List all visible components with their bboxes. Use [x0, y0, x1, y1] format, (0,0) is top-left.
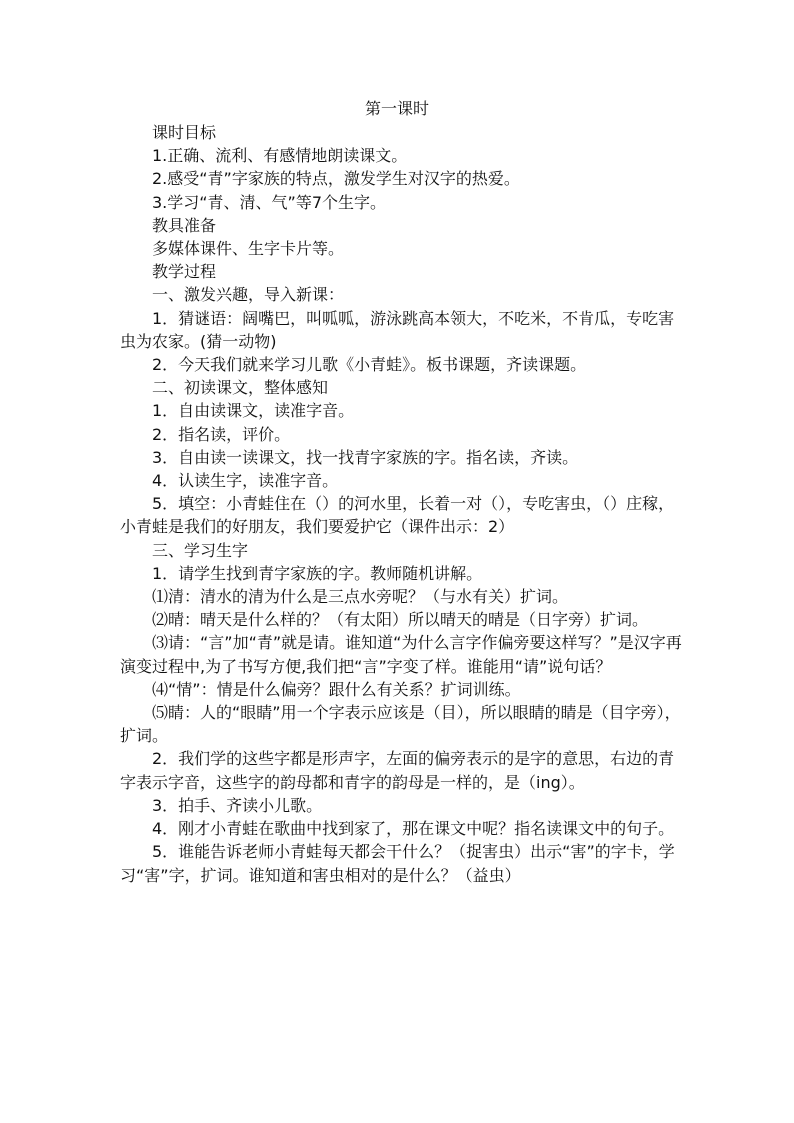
paragraph: 一、激发兴趣，导入新课：	[152, 285, 345, 305]
paragraph: 4．刚才小青蛙在歌曲中找到家了，那在课文中呢？指名读课文中的句子。	[152, 819, 675, 839]
paragraph: 三、学习生字	[152, 540, 249, 560]
paragraph: 5．填空：小青蛙住在（）的河水里，长着一对（），专吃害虫，（）庄稼，小青蛙是我们的好朋友，我们要爱护它（课件出示：2）	[120, 494, 675, 537]
paragraph: 2．今天我们就来学习儿歌《小青蛙》。板书课题，齐读课题。	[152, 355, 587, 375]
paragraph: 1．请学生找到青字家族的字。教师随机讲解。	[152, 563, 483, 583]
paragraph: 二、初读课文，整体感知	[152, 378, 329, 398]
section-heading: 课时目标	[152, 123, 217, 142]
paragraph: 2．我们学的这些字都是形声字，左面的偏旁表示的是字的意思，右边的青字表示字音，这些字的韵母都和青字的韵母是一样的，是（ing）。	[120, 749, 675, 792]
paragraph: 多媒体课件、生字卡片等。	[152, 239, 345, 259]
paragraph: ⑴清：清水的清为什么是三点水旁呢？（与水有关）扩词。	[152, 587, 569, 607]
paragraph: 3．自由读一读课文，找一找青字家族的字。指名读，齐读。	[152, 447, 579, 467]
paragraph: 1.正确、流利、有感情地朗读课文。	[152, 146, 408, 166]
document-body	[120, 121, 684, 887]
paragraph: 2．指名读，评价。	[152, 424, 291, 444]
section-heading: 教学过程	[152, 262, 217, 282]
paragraph: 3.学习“青、清、气”等7个生字。	[152, 192, 387, 212]
paragraph: 1．自由读课文，读准字音。	[152, 401, 355, 421]
paragraph: ⑵晴：晴天是什么样的？（有太阳）所以晴天的晴是（日字旁）扩词。	[152, 610, 649, 630]
section-heading: 教具准备	[152, 215, 217, 235]
paragraph: 4．认读生字，读准字音。	[152, 471, 339, 491]
paragraph: 1．猜谜语：阔嘴巴，叫呱呱，游泳跳高本领大，不吃米，不肯瓜，专吃害虫为农家。(猜一动物)	[120, 308, 675, 351]
paragraph: 2.感受“青”字家族的特点，激发学生对汉字的热爱。	[152, 169, 520, 189]
paragraph: ⑶请：“言”加“青”就是请。谁知道“为什么言字作偏旁要这样写？”是汉字再演变过程中,为了书写方便,我们把“言”字变了样。谁能用“请”说句话？	[120, 633, 682, 676]
paragraph: ⑷“情”：情是什么偏旁？跟什么有关系？扩词训练。	[152, 679, 521, 699]
page-title: 第一课时	[364, 99, 429, 118]
paragraph: 5．谁能告诉老师小青蛙每天都会干什么？（捉害虫）出示“害”的字卡，学习“害”字，扩词。谁知道和害虫相对的是什么？（益虫）	[120, 842, 675, 885]
paragraph: ⑸睛：人的“眼睛”用一个字表示应该是（目），所以眼睛的睛是（目字旁），扩词。	[120, 703, 681, 746]
paragraph: 3．拍手、齐读小儿歌。	[152, 795, 323, 815]
